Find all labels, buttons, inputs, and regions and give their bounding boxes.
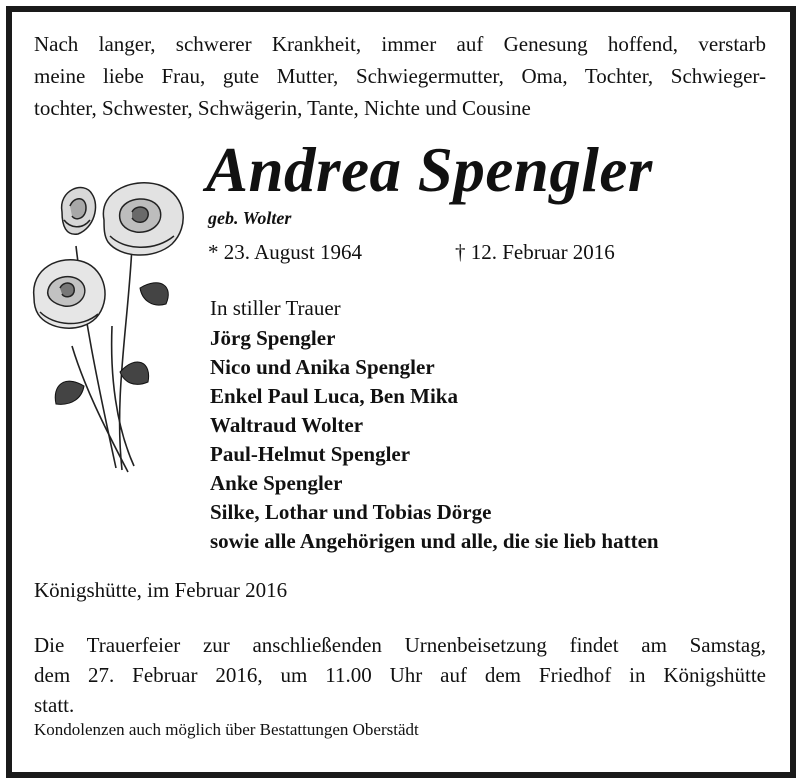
mourner-name: Jörg Spengler	[210, 326, 336, 350]
mourner-name: Silke, Lothar und Tobias Dörge	[210, 500, 492, 524]
ceremony-line: statt.	[34, 693, 75, 717]
ceremony-line: dem 27. Februar 2016, um 11.00 Uhr auf dem Friedhof in Königshütte	[34, 663, 766, 687]
mourner-name: Enkel Paul Luca, Ben Mika	[210, 384, 458, 408]
intro-text	[34, 28, 766, 124]
mourner-name: Anke Spengler	[210, 471, 343, 495]
deceased-name: Andrea Spengler	[206, 135, 653, 205]
mourner-name: Paul-Helmut Spengler	[210, 442, 411, 466]
rose-bouquet-icon	[24, 176, 196, 476]
intro-line: Nach langer, schwerer Krankheit, immer auf Genesung hoffend, verstarb	[34, 32, 766, 56]
mourner-name: sowie alle Angehörigen und alle, die sie lieb hatten	[210, 529, 659, 553]
mourner-name: Waltraud Wolter	[210, 413, 364, 437]
ceremony-line: Die Trauerfeier zur anschließenden Urnenbeisetzung findet am Samstag,	[34, 633, 766, 657]
mourner-name: Nico und Anika Spengler	[210, 355, 435, 379]
intro-line: tochter, Schwester, Schwägerin, Tante, Nichte und Cousine	[34, 96, 531, 120]
place-date: Königshütte, im Februar 2016	[34, 578, 288, 602]
condolence-note: Kondolenzen auch möglich über Bestattungen Oberstädt	[34, 720, 419, 739]
maiden-name: geb. Wolter	[208, 208, 292, 228]
death-date: † 12. Februar 2016	[455, 240, 615, 264]
ceremony-text	[34, 630, 766, 720]
intro-line: meine liebe Frau, gute Mutter, Schwiegermutter, Oma, Tochter, Schwieger-	[34, 64, 766, 88]
mourners-list	[210, 324, 659, 556]
mourning-lead: In stiller Trauer	[210, 296, 341, 320]
birth-date: * 23. August 1964	[208, 240, 363, 264]
